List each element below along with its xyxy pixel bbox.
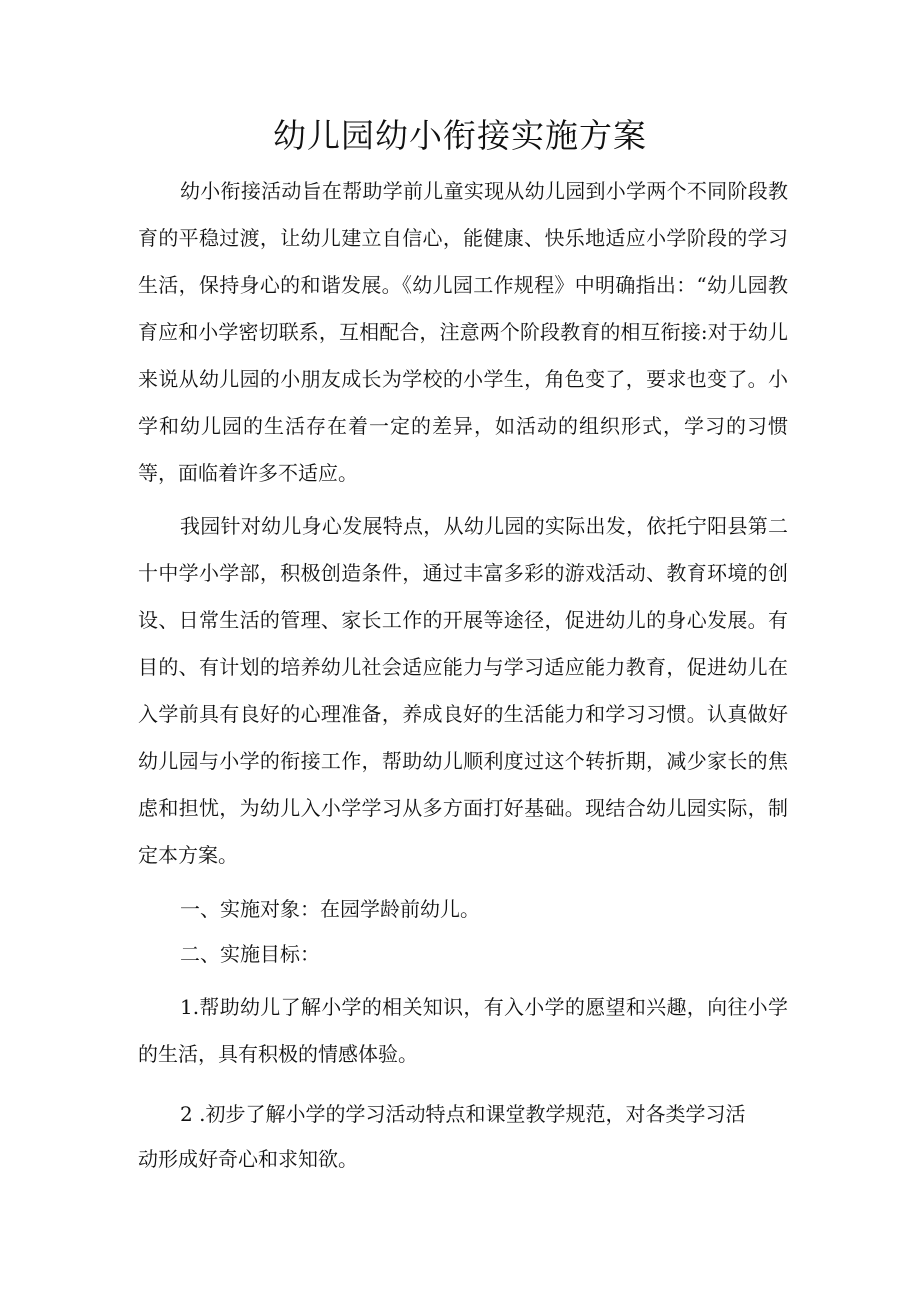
goal-item-2-line-2: 动形成好奇心和求知欲。 xyxy=(138,1147,358,1171)
approach-paragraph: 我园针对幼儿身心发展特点，从幼儿园的实际出发，依托宁阳县第二十中学小学部，积极创造条件，通过丰富多彩的游戏活动、教育环境的创设、日常生活的管理、家长工作的开展等途径，促进幼儿的身心发展。有目的、有计划的培养幼儿社会适应能力与学习适应能力教育，促进幼儿在入学前具有良好的心理准备，养成良好的生活能力和学习习惯。认真做好幼儿园与小学的衔接工作，帮助幼儿顺利度过这个转折期，减少家长的焦虑和担忧，为幼儿入小学学习从多方面打好基础。现结合幼儿园实际，制定本方案。 xyxy=(138,514,788,867)
goal-item-1: 1.帮助幼儿了解小学的相关知识，有入小学的愿望和兴趣，向往小学的生活，具有积极的情感体验。 xyxy=(138,995,788,1066)
section-implementation-target: 一、实施对象：在园学龄前幼儿。 xyxy=(180,897,480,921)
section-implementation-goals: 二、实施目标： xyxy=(180,942,320,966)
goal-item-2-line-1: 2 .初步了解小学的学习活动特点和课堂教学规范，对各类学习活 xyxy=(180,1102,746,1126)
intro-paragraph: 幼小衔接活动旨在帮助学前儿童实现从幼儿园到小学两个不同阶段教育的平稳过渡，让幼儿建立自信心，能健康、快乐地适应小学阶段的学习生活，保持身心的和谐发展。《幼儿园工作规程》中明确指出：“幼儿园教育应和小学密切联系，互相配合，注意两个阶段教育的相互衔接:对于幼儿来说从幼儿园的小朋友成长为学校的小学生，角色变了，要求也变了。小学和幼儿园的生活存在着一定的差异，如活动的组织形式，学习的习惯等，面临着许多不适应。 xyxy=(138,179,788,485)
document-title: 幼儿园幼小衔接实施方案 xyxy=(273,116,647,155)
